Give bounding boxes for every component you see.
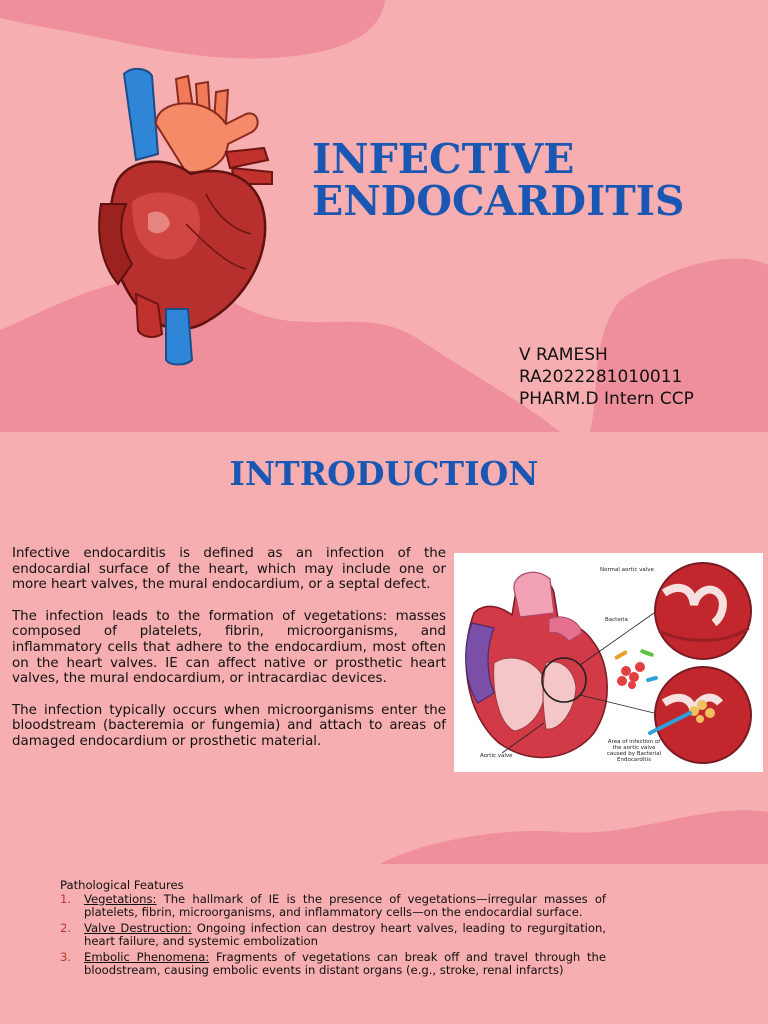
item-text: The hallmark of IE is the presence of vegetations—irregular masses of platelets, fibrin, microorganisms, and inflammatory cells—on the endocardial surface. [84,891,606,919]
item-number: 2. [60,920,72,935]
features-heading: Pathological Features [60,878,184,892]
title-slide [0,0,768,432]
endocarditis-diagram [454,553,763,772]
item-term: Valve Destruction: [84,920,192,935]
item-term: Embolic Phenomena: [84,949,210,964]
introduction-text [12,546,446,766]
introduction-heading: INTRODUCTION [229,454,539,493]
author-id: RA2022281010011 [519,367,683,387]
slide-title [312,135,685,225]
author-name: V RAMESH [519,345,608,365]
features-list [60,893,606,978]
introduction-slide [0,432,768,864]
list-item [60,922,606,949]
bacteria-cluster [614,649,658,689]
paragraph: The infection typically occurs when microorganisms enter the bloodstream (bacteremia or fungemia) and attach to areas of damaged endocardium or prosthetic material. [12,702,446,749]
paragraph: The infection leads to the formation of vegetations: masses composed of platelets, fibrin, microorganisms, and inflammatory cells that adhere to the endocardium, most often on the heart valves. IE can affect native or prosthetic heart valves, the mural endocardium, or intracardiac devices. [12,608,446,687]
item-text: Fragments of vegetations can break off and travel through the bloodstream, causing embolic events in distant organs (e.g., stroke, renal infarcts) [84,949,606,977]
features-content [60,879,606,980]
label-normal-valve: Normal aortic valve [600,567,654,573]
list-item [60,893,606,920]
item-term: Vegetations: [84,891,157,906]
item-number: 1. [60,891,72,906]
item-text: Ongoing infection can destroy heart valves, leading to regurgitation, heart failure, and systemic embolization [84,920,606,948]
label-aortic-valve: Aortic valve [480,753,513,759]
author-block [519,344,694,410]
list-item [60,951,606,978]
label-bacteria: Bacteria [605,617,628,623]
heart-illustration [96,64,286,369]
label-infection-area: Area of infection of the aortic valve caused by Bacterial Endocarditis [606,739,662,763]
title-line-2: ENDOCARDITIS [312,177,685,225]
title-line-1: INFECTIVE [312,135,575,183]
paragraph: Infective endocarditis is defined as an infection of the endocardial surface of the heart, which may include one or more heart valves, the mural endocardium, or a septal defect. [12,546,446,593]
author-role: PHARM.D Intern CCP [519,389,694,409]
pathological-features-slide [0,864,768,1024]
item-number: 3. [60,949,72,964]
